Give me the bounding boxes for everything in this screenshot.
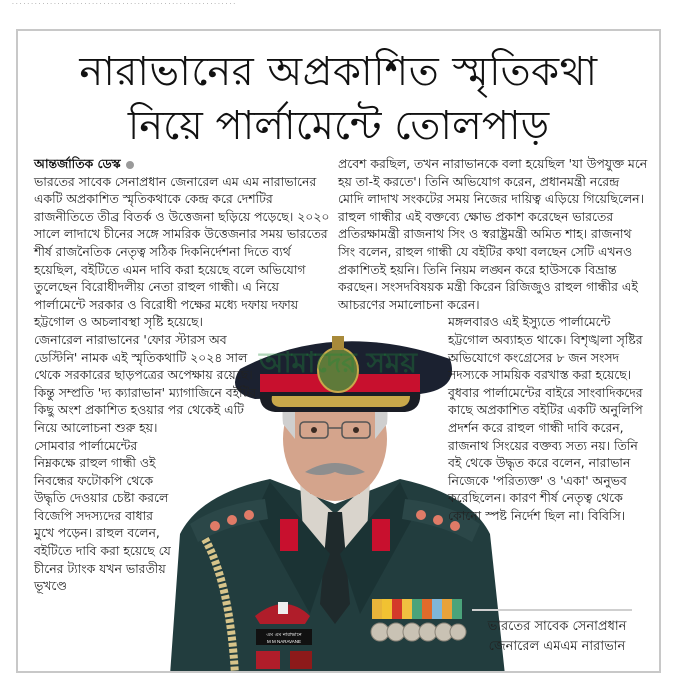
caption-line-1: ভারতের সাবেক সেনাপ্রধান bbox=[487, 619, 627, 634]
paragraph: সোমবার পার্লামেন্টের নিম্নকক্ষে রাহুল গান্ধী ওই নিবন্ধের ফটোকপি থেকে উদ্ধৃতি দেওয়ার চেষ্টা করলে বিজেপি সদস্যদের বাধার মুখে পড়েন। রাহুল বলেন, বইটিতে দাবি করা হয়েছে যে চীনের ট্যাংক যখন ভারতীয় ভূখণ্ডে bbox=[34, 437, 171, 594]
right-column bbox=[338, 155, 648, 524]
cropped-previous-text: . . . . . . . . . . . . . . . . . . . . . . . . . . . . . . . . . . . . . . . . . . . . . . . . . . . . . . . . . . . bbox=[12, 0, 236, 6]
paragraph: প্রবেশ করছিল, তখন নারাভানকে বলা হয়েছিল 'যা উপযুক্ত মনে হয় তা-ই করতে'। তিনি অভিযোগ করেন, প্রধানমন্ত্রী নরেন্দ্র মোদি লাদাখ সংকটের সময় নিজের দায়িত্ব এড়িয়ে গিয়েছিলেন। bbox=[338, 156, 648, 207]
caption-line-2: জেনারেল এমএম নারাভান bbox=[488, 639, 626, 654]
headline-line-1: নারাভানের অপ্রকাশিত স্মৃতিকথা bbox=[79, 49, 598, 95]
left-column bbox=[34, 155, 334, 595]
badge-left bbox=[256, 651, 280, 669]
headline-line-2: নিয়ে পার্লামেন্টে তোলপাড় bbox=[127, 103, 550, 149]
name-tag-english: M M NARAVANE bbox=[266, 639, 302, 644]
watermark: আমাদের সময় bbox=[259, 346, 417, 379]
photo-caption bbox=[472, 617, 642, 657]
bullet-dot-icon bbox=[126, 161, 134, 169]
badge-right bbox=[290, 651, 312, 669]
paragraph: ভারতের সাবেক সেনাপ্রধান জেনারেল এম এম নারাভানের একটি অপ্রকাশিত স্মৃতিকথাকে কেন্দ্র করে দেশটির রাজনীতিতে তীব্র বিতর্ক ও উত্তেজনা ছড়িয়ে পড়েছে। ২০২০ সালে লাদাখে চীনের সঙ্গে সামরিক উত্তেজনার সময় ভারতের শীর্ষ রাজনৈতিক নেতৃত্ব সঠিক দিকনির্দেশনা দিতে ব্যর্থ হয়েছিল, বইটিতে এমন দাবি করা হয়েছে বলে অভিযোগ তুলেছেন বিরোধীদলীয় নেতা রাহুল গান্ধী। এ নিয়ে পার্লামেন্টে সরকার ও বিরোধী পক্ষের মধ্যে দফায় দফায় হট্টগোল ও অচলাবস্থা সৃষ্টি হয়েছে। bbox=[34, 173, 330, 330]
paragraph: মঙ্গলবারও এই ইস্যুতে পার্লামেন্টে হট্টগোল অব্যাহত থাকে। বিশৃঙ্খলা সৃষ্টির অভিযোগে কংগ্রেসের ৮ জন সংসদ সদস্যকে সাময়িক বরখাস্ত করা হয়েছে। বুধবার পার্লামেন্টের বাইরে সাংবাদিকদের কাছে অপ্রকাশিত বইটির একটি অনুলিপি প্রদর্শন করে রাহুল গান্ধী দাবি করেন, রাজনাথ সিংয়ের বক্তব্য সত্য নয়। তিনি বই থেকে উদ্ধৃত করে বলেন, নারাভান নিজেকে 'পরিত্যক্ত' ও 'একা' অনুভব করেছিলেন। কারণ শীর্ষ নেতৃত্ব থেকে কোনো স্পষ্ট নির্দেশ ছিল না। বিবিসি। bbox=[448, 314, 643, 523]
caption-divider bbox=[472, 609, 632, 611]
desk-byline bbox=[34, 155, 334, 173]
name-tag-bengali: এম এম নারাভানে bbox=[266, 632, 302, 638]
paragraph: জেনারেল নারাভানের 'ফোর স্টারস অব ডেস্টিনি' নামক এই স্মৃতিকথাটি ২০২৪ সাল থেকে সরকারের ছাড়পত্রের অপেক্ষায় রয়েছে। কিন্তু সম্প্রতি 'দ্য ক্যারাভান' ম্যাগাজিনে বইটির কিছু অংশ প্রকাশিত হওয়ার পর থেকেই এটি নিয়ে আলোচনা শুরু হয়। bbox=[34, 331, 257, 435]
headline bbox=[18, 45, 659, 153]
article-frame bbox=[16, 29, 661, 673]
medal-ribbons bbox=[372, 599, 462, 619]
paragraph: রাহুল গান্ধীর এই বক্তব্যে ক্ষোভ প্রকাশ করেছেন ভারতের প্রতিরক্ষামন্ত্রী রাজনাথ সিং ও স্বরাষ্ট্রমন্ত্রী অমিত শাহ। রাজনাথ সিং বলেন, রাহুল গান্ধী যে বইটির কথা বলছেন সেটি এখনও প্রকাশিতই হয়নি। তিনি নিয়ম লঙ্ঘন করে হাউসকে বিভ্রান্ত করছেন। সংসদবিষয়ক মন্ত্রী কিরেন রিজিজুও রাহুল গান্ধীর এই আচরণের সমালোচনা করেন। bbox=[338, 208, 638, 312]
desk-label: আন্তর্জাতিক ডেস্ক bbox=[34, 156, 121, 171]
